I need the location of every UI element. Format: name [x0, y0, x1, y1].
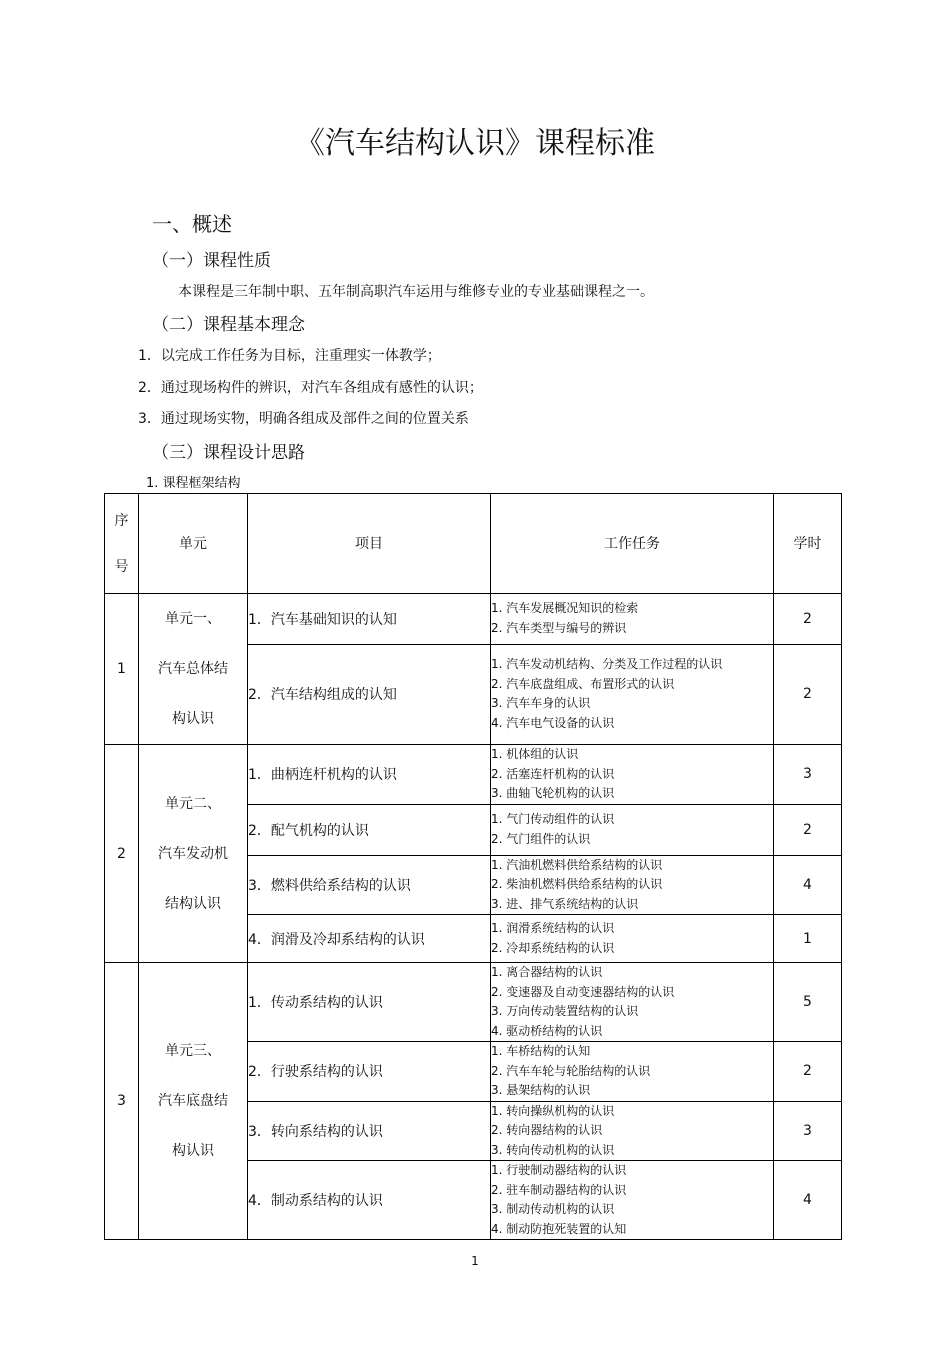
- project-name: 3．燃料供给系结构的认识: [248, 855, 491, 915]
- task-item: 2. 气门组件的认识: [491, 831, 591, 846]
- unit-name-line: 结构认识: [165, 895, 221, 912]
- task-list: [491, 644, 774, 744]
- table-row: [105, 963, 842, 1042]
- project-name: 1．曲柄连杆机构的认识: [248, 745, 491, 805]
- task-list: [491, 1161, 774, 1240]
- task-list: [491, 855, 774, 915]
- philosophy-item: 2．通过现场构件的辨识，对汽车各组成有感性的认识；: [138, 380, 483, 396]
- unit-name-line: 单元三、: [165, 1043, 221, 1059]
- table-header-row: [105, 494, 842, 594]
- header-hours: 学时: [774, 494, 842, 594]
- table-row: [105, 594, 842, 645]
- project-name: 4．制动系结构的认识: [248, 1161, 491, 1240]
- task-item: 2. 冷却系统结构的认识: [491, 940, 615, 955]
- task-item: 2. 汽车底盘组成、布置形式的认识: [491, 676, 675, 691]
- project-name: 2．行驶系结构的认识: [248, 1042, 491, 1102]
- page-number: 1: [471, 1254, 479, 1268]
- task-list: [491, 1042, 774, 1102]
- unit-name-line: 单元二、: [165, 795, 221, 812]
- project-hours: 5: [774, 963, 842, 1042]
- header-tasks: 工作任务: [491, 494, 774, 594]
- unit-name-line: 单元一、: [165, 611, 221, 627]
- unit-seq: 2: [105, 745, 139, 963]
- task-item: 1. 汽油机燃料供给系结构的认识: [491, 857, 663, 872]
- header-project: 项目: [248, 494, 491, 594]
- header-unit: 单元: [139, 494, 248, 594]
- task-item: 3. 制动传动机构的认识: [491, 1202, 615, 1216]
- table-body: [105, 594, 842, 1240]
- task-item: 2. 活塞连杆机构的认识: [491, 766, 615, 781]
- task-list: [491, 804, 774, 855]
- task-item: 1. 汽车发展概况知识的检索: [491, 601, 639, 616]
- task-item: 4. 驱动桥结构的认识: [491, 1023, 603, 1038]
- task-item: 3. 进、排气系统结构的认识: [491, 896, 639, 911]
- task-list: [491, 745, 774, 805]
- task-item: 1. 汽车发动机结构、分类及工作过程的认识: [491, 657, 723, 672]
- unit-name-line: 汽车发动机: [158, 845, 228, 862]
- subheading-course-philosophy: （二）课程基本理念: [152, 315, 305, 335]
- unit-name: [139, 594, 248, 745]
- project-name: 3．转向系结构的认识: [248, 1101, 491, 1161]
- subheading-design-approach: （三）课程设计思路: [152, 443, 305, 463]
- project-name: 4．润滑及冷却系结构的认识: [248, 915, 491, 963]
- project-hours: 2: [774, 594, 842, 645]
- project-hours: 4: [774, 1161, 842, 1240]
- project-hours: 1: [774, 915, 842, 963]
- project-hours: 3: [774, 1101, 842, 1161]
- task-list: [491, 594, 774, 645]
- unit-seq: 1: [105, 594, 139, 745]
- task-item: 2. 汽车类型与编号的辨识: [491, 620, 627, 635]
- task-item: 2. 汽车车轮与轮胎结构的认识: [491, 1063, 651, 1078]
- project-name: 1．汽车基础知识的认知: [248, 594, 491, 645]
- unit-name-line: 汽车底盘结: [158, 1093, 228, 1109]
- philosophy-item: 1．以完成工作任务为目标，注重理实一体教学；: [138, 348, 441, 364]
- table-caption: 1. 课程框架结构: [146, 476, 241, 491]
- document-title: 《汽车结构认识》课程标准: [295, 126, 655, 161]
- task-item: 1. 离合器结构的认识: [491, 965, 603, 979]
- unit-seq: 3: [105, 963, 139, 1240]
- task-item: 3. 转向传动机构的认识: [491, 1142, 615, 1157]
- unit-name: [139, 963, 248, 1240]
- task-list: [491, 915, 774, 963]
- task-item: 1. 行驶制动器结构的认识: [491, 1163, 627, 1177]
- task-item: 3. 汽车车身的认识: [491, 696, 591, 711]
- task-item: 4. 汽车电气设备的认识: [491, 715, 615, 730]
- task-item: 1. 车桥结构的认知: [491, 1044, 591, 1058]
- task-item: 2. 转向器结构的认识: [491, 1123, 603, 1137]
- task-item: 3. 万向传动装置结构的认识: [491, 1004, 639, 1018]
- project-name: 2．汽车结构组成的认知: [248, 644, 491, 744]
- project-hours: 2: [774, 644, 842, 744]
- task-item: 1. 转向操纵机构的认识: [491, 1103, 615, 1118]
- task-list: [491, 1101, 774, 1161]
- project-hours: 4: [774, 855, 842, 915]
- project-hours: 3: [774, 745, 842, 805]
- table-row: [105, 745, 842, 805]
- task-item: 1. 润滑系统结构的认识: [491, 921, 615, 935]
- project-name: 2．配气机构的认识: [248, 804, 491, 855]
- task-item: 2. 变速器及自动变速器结构的认识: [491, 984, 675, 999]
- project-name: 1．传动系结构的认识: [248, 963, 491, 1042]
- unit-name-line: 汽车总体结: [158, 661, 228, 677]
- unit-name: [139, 745, 248, 963]
- course-framework-table: [104, 493, 842, 1240]
- task-item: 2. 柴油机燃料供给系结构的认识: [491, 877, 663, 891]
- task-list: [491, 963, 774, 1042]
- header-seq: 序 号: [105, 494, 139, 594]
- course-nature-text: 本课程是三年制中职、五年制高职汽车运用与维修专业的专业基础课程之一。: [178, 284, 654, 300]
- section-heading-overview: 一、概述: [152, 212, 232, 236]
- philosophy-item: 3．通过现场实物，明确各组成及部件之间的位置关系: [138, 411, 469, 427]
- task-item: 3. 曲轴飞轮机构的认识: [491, 786, 615, 800]
- task-item: 1. 机体组的认识: [491, 747, 579, 761]
- project-hours: 2: [774, 1042, 842, 1102]
- unit-name-line: 构认识: [172, 711, 214, 727]
- task-item: 4. 制动防抱死装置的认知: [491, 1221, 627, 1236]
- project-hours: 2: [774, 804, 842, 855]
- unit-name-line: 构认识: [172, 1143, 214, 1159]
- task-item: 1. 气门传动组件的认识: [491, 812, 615, 826]
- task-item: 3. 悬架结构的认识: [491, 1083, 591, 1097]
- subheading-course-nature: （一）课程性质: [152, 251, 271, 271]
- task-item: 2. 驻车制动器结构的认识: [491, 1182, 627, 1197]
